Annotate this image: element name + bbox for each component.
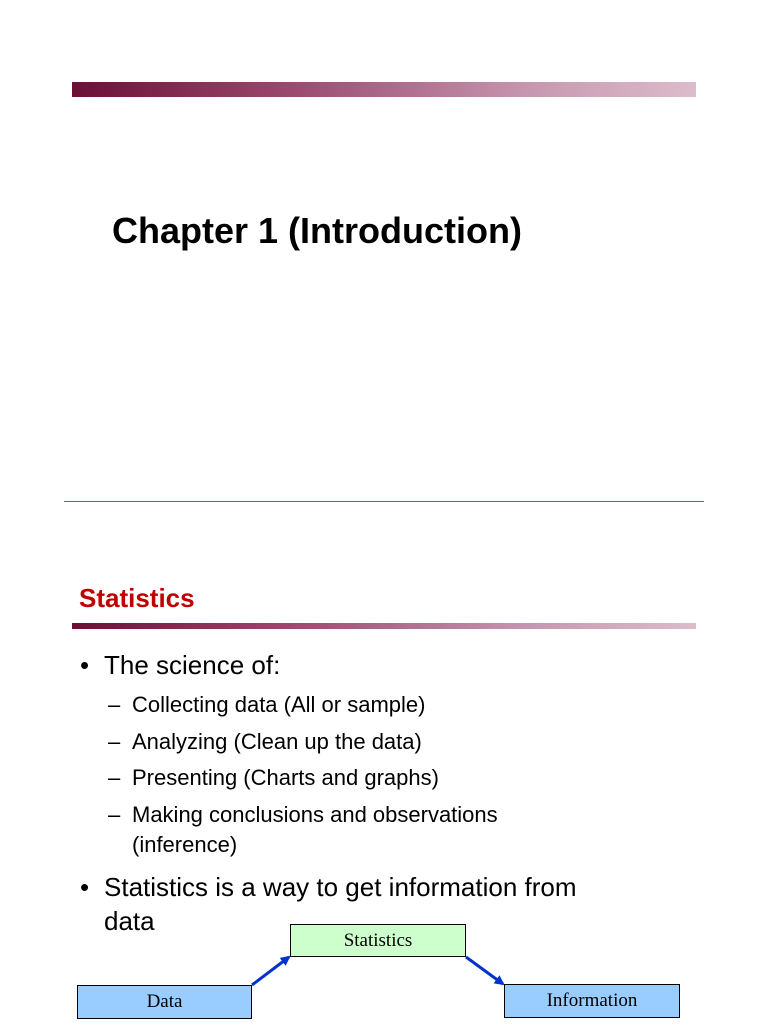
information-box: Information bbox=[504, 984, 680, 1018]
bullet-text-line1: Statistics is a way to get information from bbox=[104, 872, 577, 902]
bullet-information bbox=[80, 870, 577, 904]
chapter-title: Chapter 1 (Introduction) bbox=[112, 210, 522, 251]
data-box: Data bbox=[77, 985, 252, 1019]
bullet-dot: • bbox=[80, 872, 90, 902]
bullet-text: The science of: bbox=[104, 650, 281, 680]
statistics-box: Statistics bbox=[290, 924, 466, 957]
bullet-information-cont bbox=[104, 904, 155, 938]
slide-chapter-title bbox=[0, 0, 768, 502]
title-gradient-bar bbox=[72, 82, 696, 97]
sub-dash: – bbox=[108, 729, 121, 754]
slide-heading: Statistics bbox=[79, 583, 195, 613]
arrow-statistics-to-information bbox=[466, 957, 503, 984]
sub-dash: – bbox=[108, 765, 121, 790]
subitem-collecting bbox=[108, 690, 426, 720]
bullet-text-line2: data bbox=[104, 906, 155, 936]
sub-text: Collecting data (All or sample) bbox=[132, 692, 426, 717]
subitem-presenting bbox=[108, 763, 439, 793]
sub-text: Analyzing (Clean up the data) bbox=[132, 729, 422, 754]
slide-statistics bbox=[0, 503, 768, 1024]
bullet-dot: • bbox=[80, 650, 90, 680]
heading-gradient-bar bbox=[72, 623, 696, 629]
sub-text: (inference) bbox=[132, 832, 238, 857]
subitem-conclusions bbox=[108, 800, 498, 830]
bullet-science-of bbox=[80, 648, 281, 682]
sub-dash: – bbox=[108, 692, 121, 717]
slide-divider bbox=[64, 501, 704, 502]
arrow-data-to-statistics bbox=[252, 957, 289, 985]
subitem-inference bbox=[132, 830, 237, 860]
sub-text: Making conclusions and observations bbox=[132, 802, 498, 827]
sub-dash: – bbox=[108, 802, 121, 827]
subitem-analyzing bbox=[108, 727, 422, 757]
sub-text: Presenting (Charts and graphs) bbox=[132, 765, 439, 790]
